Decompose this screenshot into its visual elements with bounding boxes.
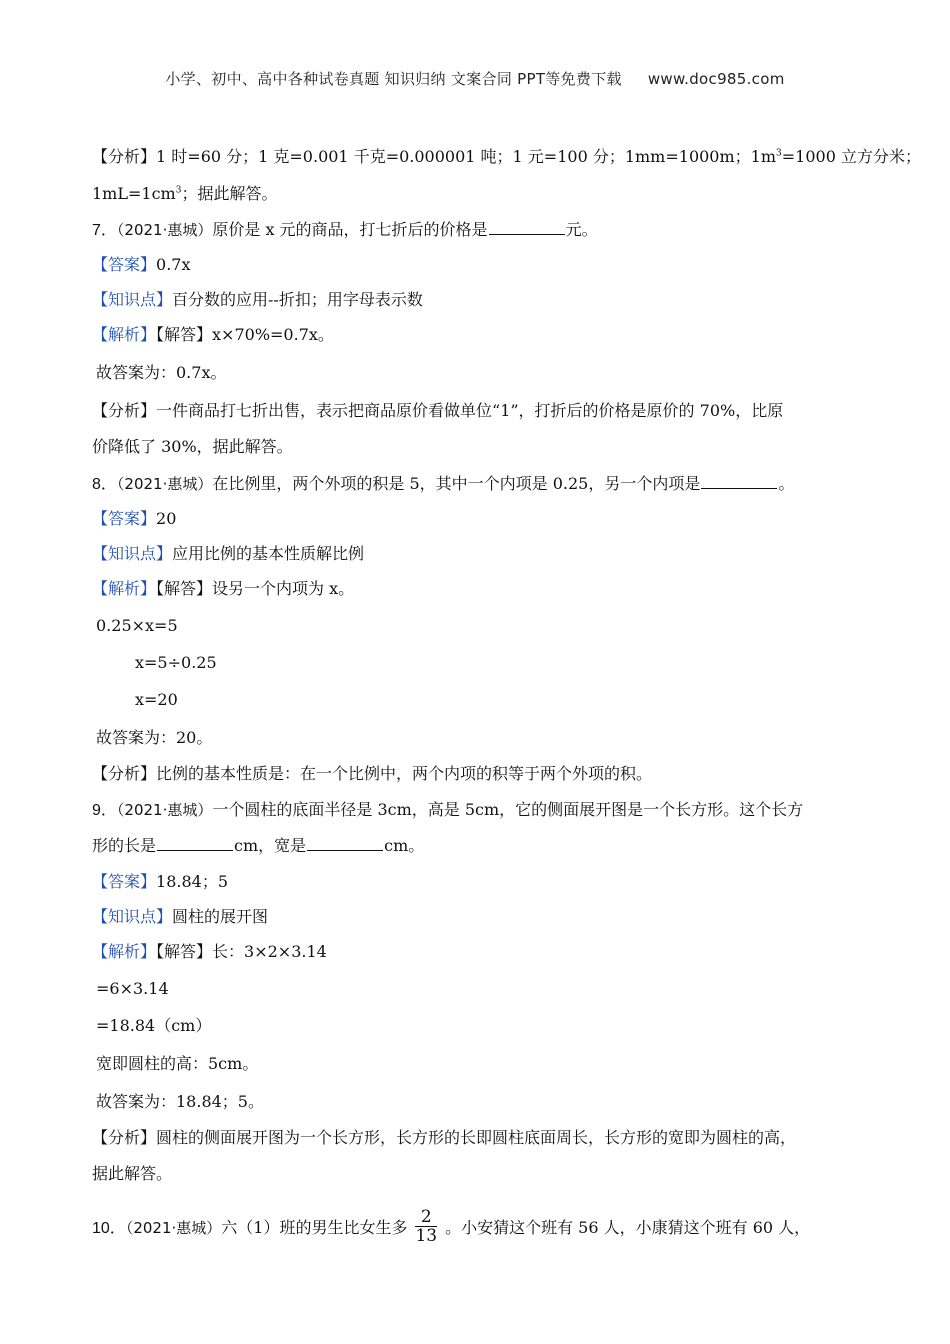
q9-solution: 【解析】【解答】长：3×2×3.14 <box>92 942 327 961</box>
q7-analysis-line2: 价降低了 30%，据此解答。 <box>92 437 293 456</box>
q7-answer: 【答案】0.7x <box>92 255 191 274</box>
answer-tag: 【答案】 <box>92 255 157 274</box>
q7-analysis-line1: 【分析】一件商品打七折出售，表示把商品原价看做单位“1”，打折后的价格是原价的 70%，比原 <box>92 401 784 420</box>
q9-knowledge: 【知识点】圆柱的展开图 <box>92 907 269 926</box>
q8-analysis: 【分析】比例的基本性质是：在一个比例中，两个内项的积等于两个外项的积。 <box>92 764 653 783</box>
q9-analysis-line2: 据此解答。 <box>92 1164 173 1183</box>
solution-tag: 【解析】 <box>92 325 157 344</box>
q8-step3: x=20 <box>135 690 178 709</box>
q9-step2: =18.84（cm） <box>96 1016 212 1035</box>
q9-analysis-line1: 【分析】圆柱的侧面展开图为一个长方形，长方形的长即圆柱底面周长，长方形的宽即为圆柱的高， <box>92 1128 797 1147</box>
q10-question: 10．（2021·惠城）六（1）班的男生比女生多 $\frac{2}{13}$ 。小安猜这个班有 56 人，小康猜这个班有 60 人， <box>92 1207 811 1246</box>
q8-question: 8．（2021·惠城）在比例里，两个外项的积是 5，其中一个内项是 0.25，另一个内项是 。 <box>92 474 795 493</box>
page-header <box>0 68 950 89</box>
q9-question-line1: 9．（2021·惠城）一个圆柱的底面半径是 3cm，高是 5cm，它的侧面展开图是一个长方形。这个长方 <box>92 800 804 819</box>
q9-step3: 宽即圆柱的高：5cm。 <box>96 1054 259 1073</box>
prev-analysis-line2: $1mL=1cm^3$；据此解答。 <box>92 184 278 203</box>
answer-blank <box>157 836 233 851</box>
header-text: 小学、初中、高中各种试卷真题 知识归纳 文案合同 PPT等免费下载 <box>165 70 622 88</box>
knowledge-tag: 【知识点】 <box>92 290 173 309</box>
q8-final: 故答案为：20。 <box>96 728 213 747</box>
prev-analysis-line1: 【分析】1 时=60 分；1 克=0.001 千克=0.000001 吨；1 元=100 分；1mm=1000m；$1m^3=1000$ 立方分米； <box>92 147 921 166</box>
q9-final: 故答案为：18.84；5。 <box>96 1092 264 1111</box>
analysis-tag: 【分析】 <box>92 147 157 166</box>
q8-answer: 【答案】20 <box>92 509 177 528</box>
answer-blank <box>489 220 565 235</box>
q9-answer: 【答案】18.84；5 <box>92 872 229 891</box>
answer-blank <box>701 474 777 489</box>
q9-step1: =6×3.14 <box>96 979 169 998</box>
q8-knowledge: 【知识点】应用比例的基本性质解比例 <box>92 544 365 563</box>
header-url[interactable]: www.doc985.com <box>647 70 785 88</box>
q8-step1: 0.25×x=5 <box>96 616 178 635</box>
q7-solution: 【解析】【解答】x×70%=0.7x。 <box>92 325 334 344</box>
fraction: $\frac{2}{13}$ <box>415 1207 438 1246</box>
answer-blank <box>307 836 383 851</box>
q8-step2: x=5÷0.25 <box>135 653 217 672</box>
q7-final: 故答案为：0.7x。 <box>96 363 227 382</box>
q8-solution: 【解析】【解答】设另一个内项为 x。 <box>92 579 355 598</box>
q7-knowledge: 【知识点】百分数的应用--折扣；用字母表示数 <box>92 290 423 309</box>
q9-question-line2: 形的长是 cm，宽是 cm。 <box>92 836 425 855</box>
q7-question: 7．（2021·惠城）原价是 x 元的商品，打七折后的价格是 元。 <box>92 220 598 239</box>
